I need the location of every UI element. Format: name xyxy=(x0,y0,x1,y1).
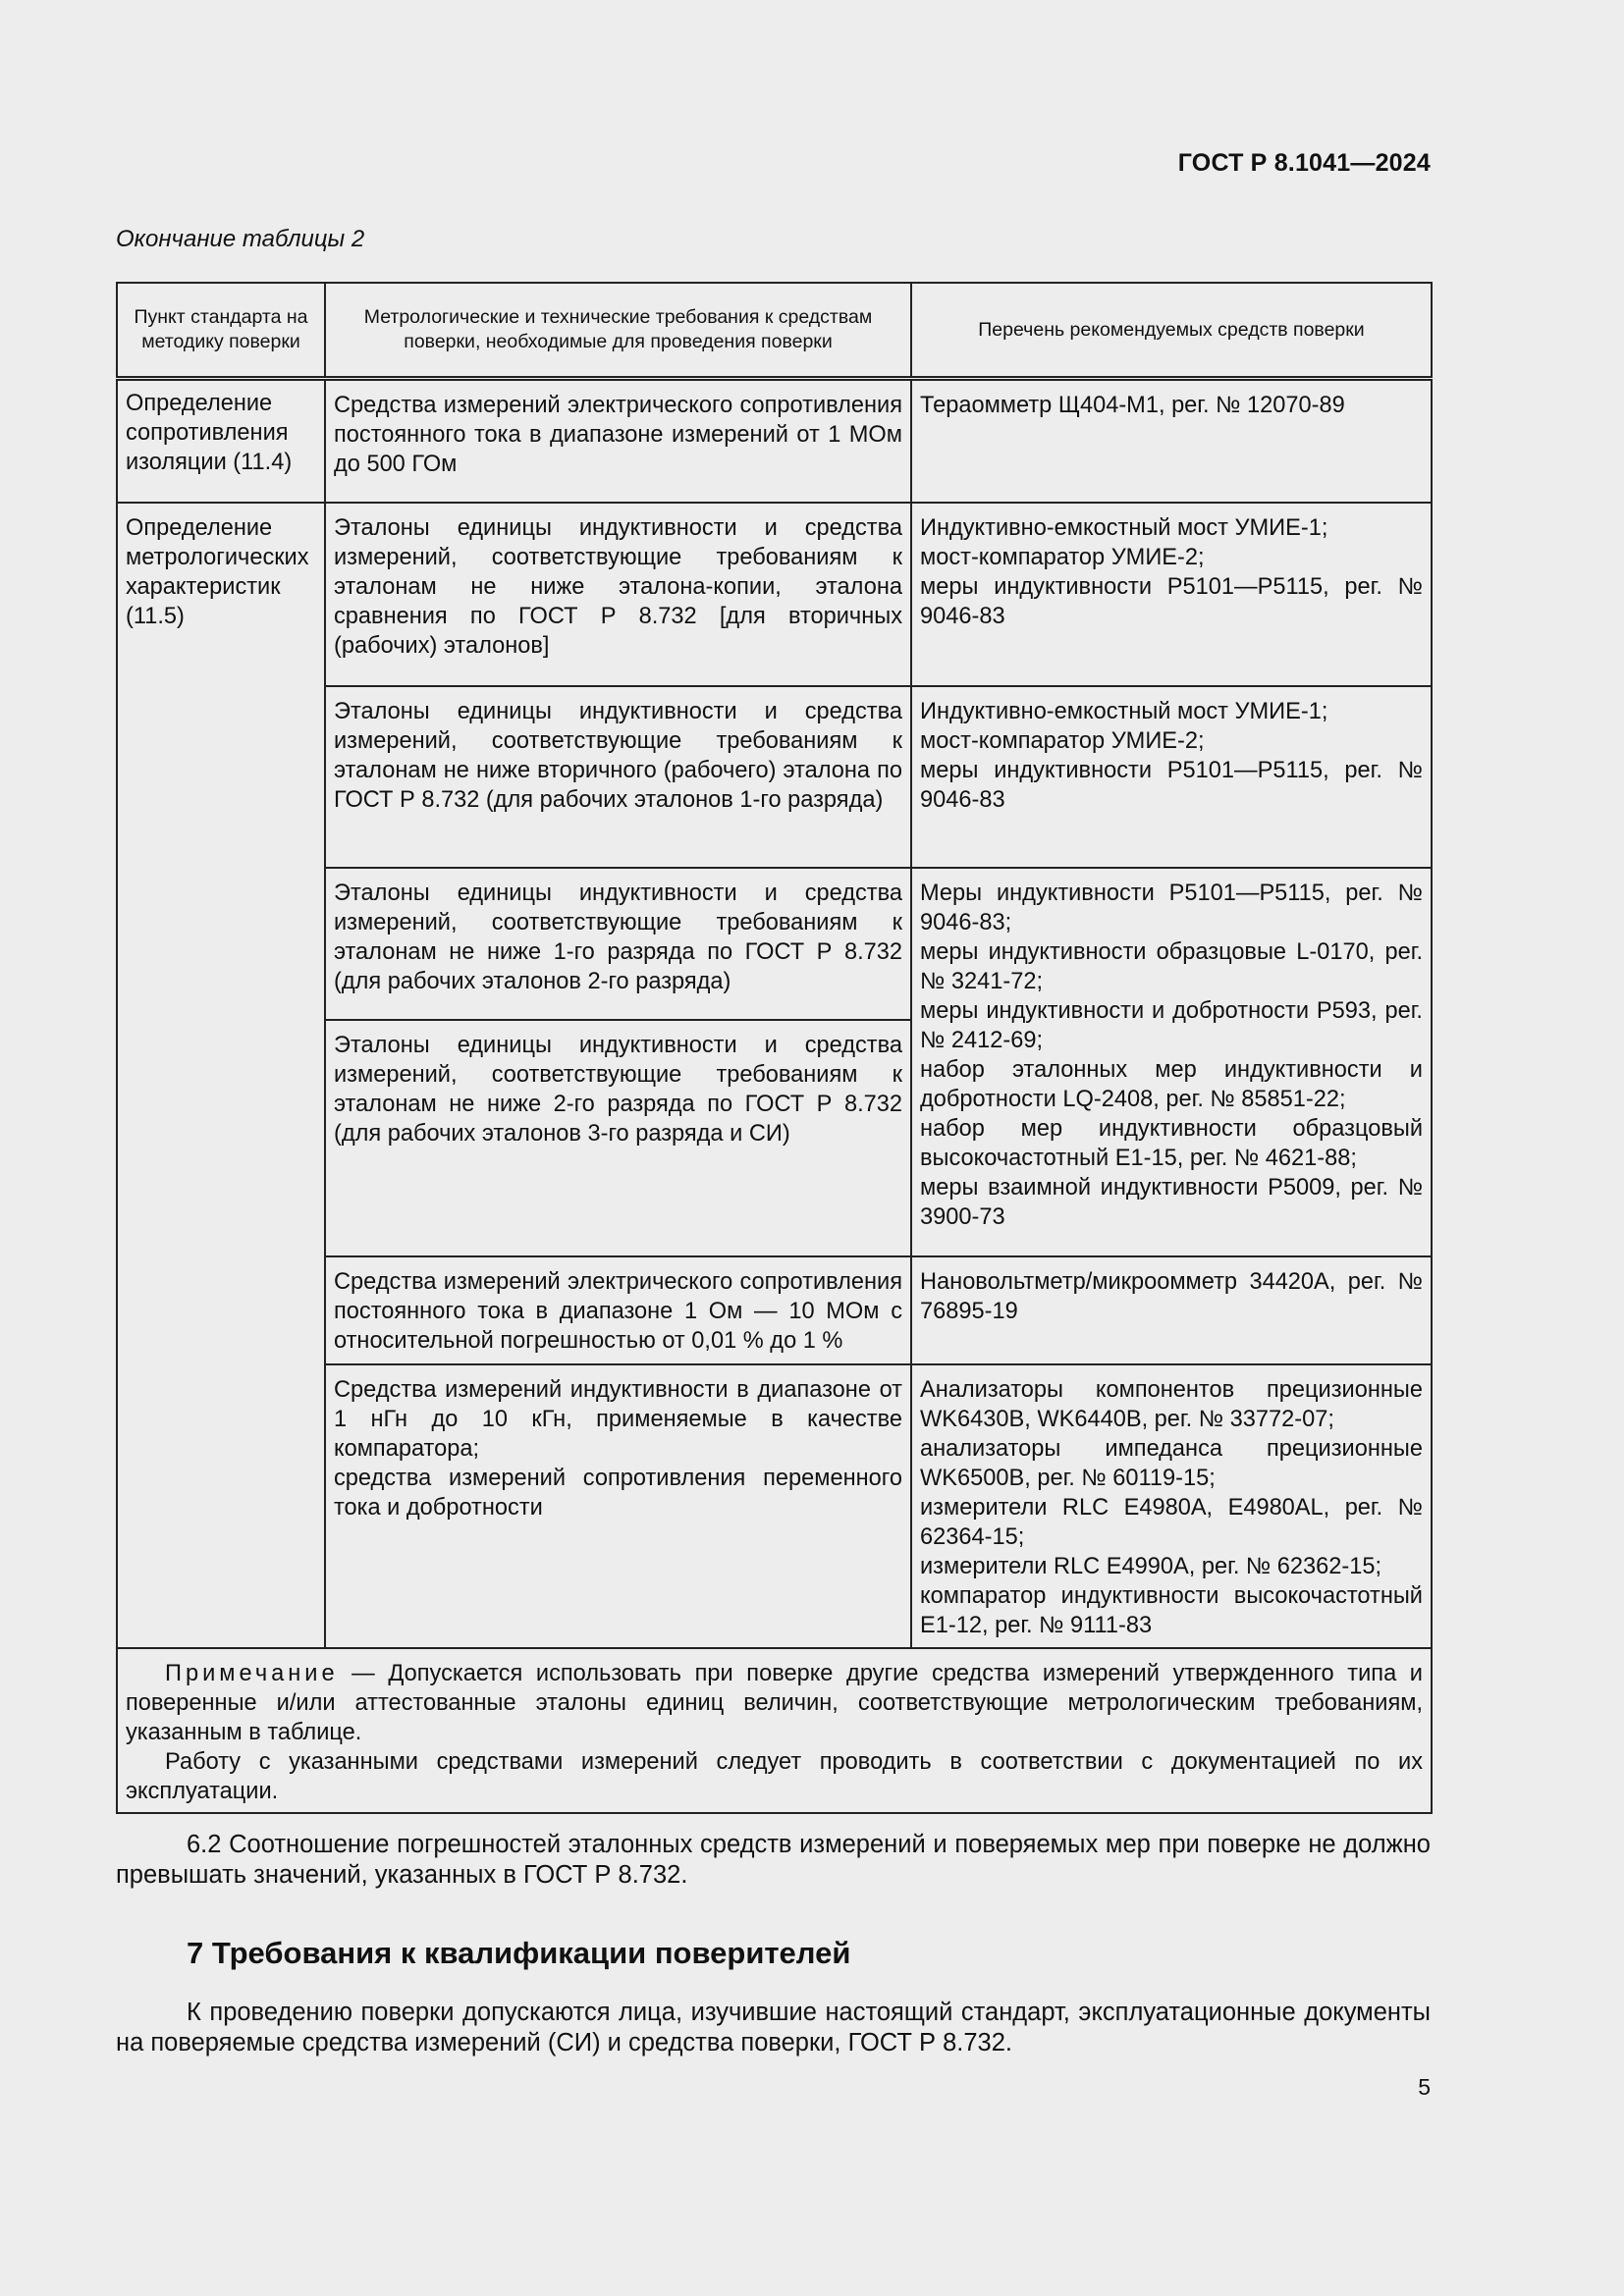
cell-requirement: Эталоны единицы индуктивности и средства измерений, соответствующие требованиям к эталонам не ниже эталона-копии, эталона сравнения по ГОСТ Р 8.732 [для вторичных (рабочих) эталонов] xyxy=(325,503,911,686)
note-label: Примечание xyxy=(165,1660,339,1686)
means-line: мост-компаратор УМИЕ-2; xyxy=(920,544,1205,570)
means-line: меры индуктивности Р5101—Р5115, рег. № 9046-83 xyxy=(920,757,1423,813)
means-line: меры индуктивности Р5101—Р5115, рег. № 9046-83 xyxy=(920,573,1423,629)
section-7-paragraph: К проведению поверки допускаются лица, изучившие настоящий стандарт, эксплуатационные документы на поверяемые средства измерений (СИ) и средства поверки, ГОСТ Р 8.732. xyxy=(116,1999,1431,2056)
means-line: измерители RLC E4980A, E4980AL, рег. № 62364-15; xyxy=(920,1494,1423,1550)
page-number: 5 xyxy=(1418,2074,1431,2100)
cell-requirement: Средства измерений электрического сопротивления постоянного тока в диапазоне 1 Ом — 10 МОм с относительной погрешностью от 0,01 % до 1 % xyxy=(325,1256,911,1364)
table-note xyxy=(117,1648,1432,1813)
cell-means xyxy=(911,503,1432,686)
cell-item: Определение метрологических характеристик (11.5) xyxy=(117,503,325,1648)
means-line: набор мер индуктивности образцовый высокочастотный Е1-15, рег. № 4621-88; xyxy=(920,1115,1423,1171)
means-line: меры индуктивности и добротности Р593, рег. № 2412-69; xyxy=(920,997,1423,1053)
column-header-means: Перечень рекомендуемых средств поверки xyxy=(911,283,1432,379)
means-line: мост-компаратор УМИЕ-2; xyxy=(920,727,1205,754)
means-line: Меры индуктивности Р5101—Р5115, рег. № 9046-83; xyxy=(920,880,1423,935)
means-line: меры взаимной индуктивности Р5009, рег. № 3900-73 xyxy=(920,1174,1423,1230)
means-line: анализаторы импеданса прецизионные WK6500B, рег. № 60119-15; xyxy=(920,1435,1423,1491)
table-row xyxy=(117,379,1432,503)
verification-means-table xyxy=(116,282,1433,1814)
requirement-line: средства измерений сопротивления переменного тока и добротности xyxy=(334,1465,902,1521)
cell-requirement: Эталоны единицы индуктивности и средства измерений, соответствующие требованиям к эталонам не ниже вторичного (рабочего) эталона по ГОСТ Р 8.732 (для рабочих эталонов 1-го разряда) xyxy=(325,686,911,868)
table-note-row xyxy=(117,1648,1432,1813)
cell-requirement xyxy=(325,1364,911,1648)
means-line: Анализаторы компонентов прецизионные WK6430B, WK6440B, рег. № 33772-07; xyxy=(920,1376,1423,1432)
page-header-code: ГОСТ Р 8.1041—2024 xyxy=(1177,149,1431,177)
column-header-requirements: Метрологические и технические требования к средствам поверки, необходимые для проведения поверки xyxy=(325,283,911,379)
means-line: измерители RLC E4990A, рег. № 62362-15; xyxy=(920,1553,1382,1579)
cell-requirement: Эталоны единицы индуктивности и средства измерений, соответствующие требованиям к эталонам не ниже 1-го разряда по ГОСТ Р 8.732 (для рабочих эталонов 2-го разряда) xyxy=(325,868,911,1020)
section-7-heading: 7 Требования к квалификации поверителей xyxy=(187,1936,851,1970)
cell-means xyxy=(911,686,1432,868)
cell-item: Определение сопротивления изоляции (11.4) xyxy=(117,379,325,503)
means-line: Индуктивно-емкостный мост УМИЕ-1; xyxy=(920,698,1328,724)
cell-means: Тераомметр Щ404-М1, рег. № 12070-89 xyxy=(911,379,1432,503)
column-header-item: Пункт стандарта на методику поверки xyxy=(117,283,325,379)
means-line: меры индуктивности образцовые L-0170, рег. № 3241-72; xyxy=(920,938,1423,994)
cell-means: Нановольтметр/микроомметр 34420А, рег. № 76895-19 xyxy=(911,1256,1432,1364)
cell-means xyxy=(911,1364,1432,1648)
means-line: набор эталонных мер индуктивности и добротности LQ-2408, рег. № 85851-22; xyxy=(920,1056,1423,1112)
note-paragraph xyxy=(126,1659,1423,1747)
note-text: — Допускается использовать при поверке другие средства измерений утвержденного типа и поверенные и/или аттестованные эталоны единиц величин, соответствующие метрологическим требованиям, указанным в таблице. xyxy=(126,1660,1423,1745)
cell-means xyxy=(911,868,1432,1256)
paragraph-6-2: 6.2 Соотношение погрешностей эталонных средств измерений и поверяемых мер при поверке не должно превышать значений, указанных в ГОСТ Р 8.732. xyxy=(116,1831,1431,1889)
table-header-row xyxy=(117,283,1432,379)
table-row xyxy=(117,503,1432,686)
table-caption: Окончание таблицы 2 xyxy=(116,226,365,252)
cell-requirement: Средства измерений электрического сопротивления постоянного тока в диапазоне измерений от 1 МОм до 500 ГОм xyxy=(325,379,911,503)
means-line: компаратор индуктивности высокочастотный Е1-12, рег. № 9111-83 xyxy=(920,1582,1423,1638)
means-line: Индуктивно-емкостный мост УМИЕ-1; xyxy=(920,514,1328,541)
requirement-line: Средства измерений индуктивности в диапазоне от 1 нГн до 10 кГн, применяемые в качестве компаратора; xyxy=(334,1376,902,1462)
cell-requirement: Эталоны единицы индуктивности и средства измерений, соответствующие требованиям к эталонам не ниже 2-го разряда по ГОСТ Р 8.732 (для рабочих эталонов 3-го разряда и СИ) xyxy=(325,1020,911,1256)
note-paragraph: Работу с указанными средствами измерений следует проводить в соответствии с документацией по их эксплуатации. xyxy=(126,1748,1423,1804)
